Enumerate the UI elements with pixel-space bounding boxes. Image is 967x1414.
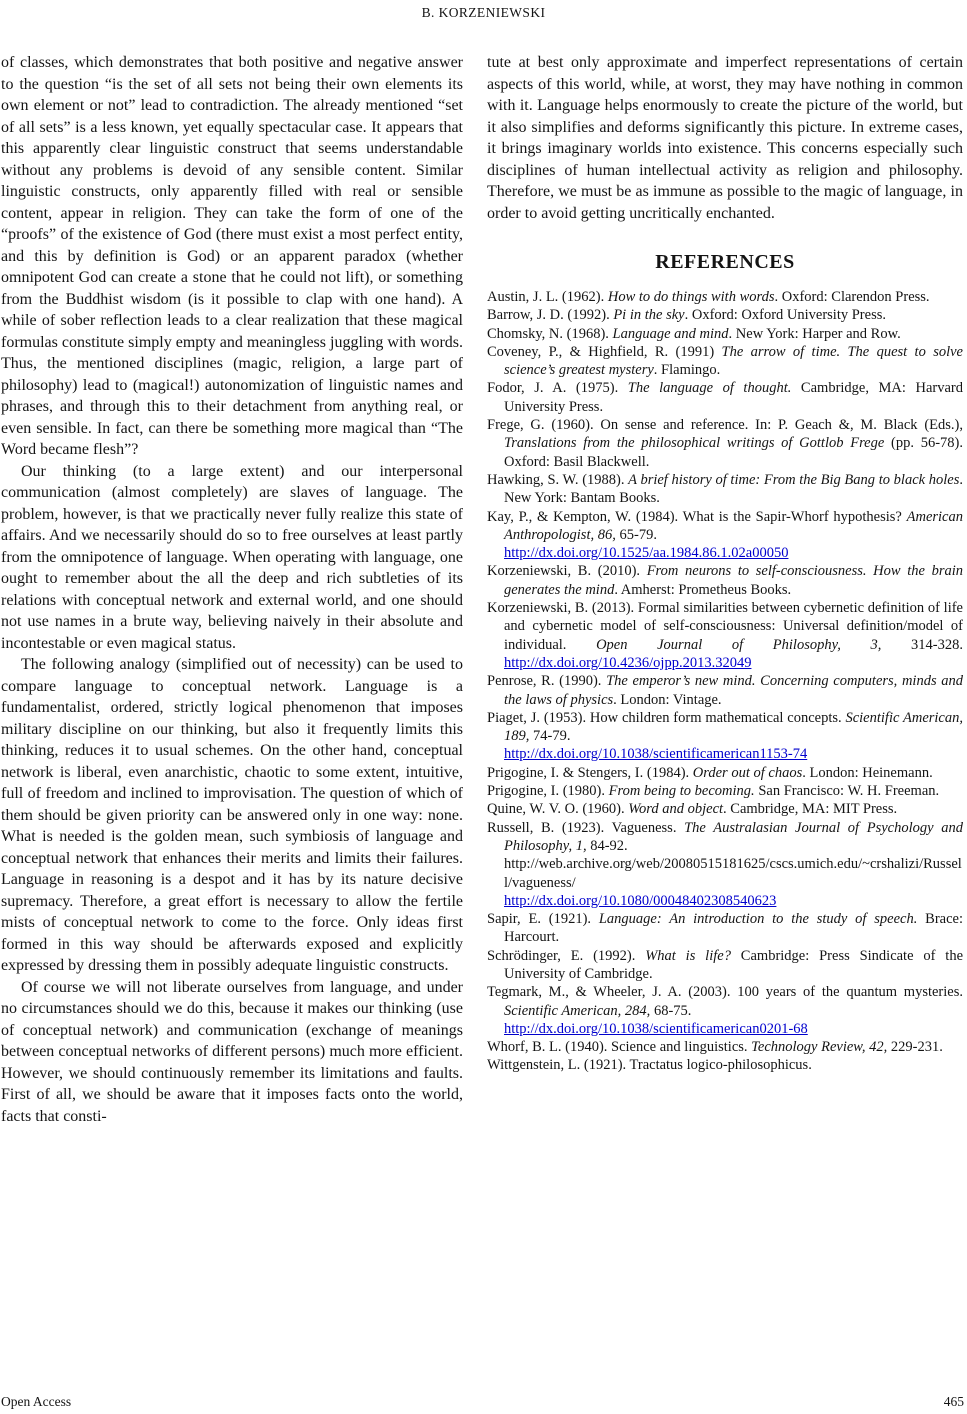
reference-entry (487, 764, 963, 782)
reference-text: Austin, J. L. (1962). (487, 289, 608, 305)
archive-url-text: http://web.archive.org/web/20080515181625/cscs.umich.edu/~crshalizi/Russell/vagueness/ (504, 856, 962, 891)
reference-italic-text: A brief history of time: From the Big Bang to black holes (628, 471, 960, 488)
reference-entry (487, 325, 963, 343)
reference-italic-text: The arrow of time. The quest to solve science’s greatest mystery (504, 343, 963, 379)
body-paragraph: Of course we will not liberate ourselves from language, and under no circumstances should we do this, because it makes our thinking (use of conceptual network) and communication (exchange of meanings between conceptual networks of different persons) much more efficient. However, we should continuously remember its limitations and faults. First of all, we should be aware that it imposes facts onto the world, facts that consti- (1, 978, 463, 1125)
reference-entry (487, 471, 963, 508)
doi-link[interactable]: http://dx.doi.org/10.1080/00048402308540623 (504, 892, 777, 909)
reference-text: Coveney, P., & Highfield, R. (1991) (487, 343, 722, 360)
reference-text: Wittgenstein, L. (1921). Tractatus logico-philosophicus. (487, 1057, 812, 1074)
reference-text: Chomsky, N. (1968). (487, 325, 613, 342)
reference-entry (487, 379, 963, 416)
reference-italic-text: Word and object (628, 801, 724, 818)
reference-text: Whorf, B. L. (1940). Science and linguistics. (487, 1039, 752, 1056)
reference-text: Schrödinger, E. (1992). (487, 947, 646, 964)
reference-italic-text: What is life? (645, 947, 731, 964)
reference-text: Korzeniewski, B. (2010). (487, 563, 647, 580)
body-paragraph: The following analogy (simplified out of necessity) can be used to compare language to conceptual network. Language is a fundamentalist, ordered, strictly logical phenomenon that imposes military discipline on our thinking, but also it frequently limits this thinking, reduces it to usual schemes. On the other hand, conceptual network is liberal, even anarchistic, chaotic to some extent, intuitive, full of freedom and inclined to improvisation. The question of which of them should be given priority can be answered only in one way: none. What is needed is the golden mean, such symbiosis of language and conceptual network that enhances their merits and limits their failures. Language in reasoning is a despot and it has by its nature decisive supremacy. Therefore, a great effort is necessary to allow the fertile mists of conceptual network to come to the force. Only ideas first formed in this way should be afterwards exposed and explicitly expressed by dressing them in possibly adequate linguistic constructs. (1, 656, 463, 974)
reference-entry (487, 947, 963, 984)
left-column (1, 52, 463, 1127)
reference-text: 314-328. (881, 636, 963, 653)
reference-text: Barrow, J. D. (1992). (487, 307, 614, 324)
reference-entry (487, 672, 963, 709)
reference-entry (487, 800, 963, 818)
reference-entry (487, 910, 963, 947)
body-paragraph: tute at best only approximate and imperfect representations of certain aspects of this world, while, at worst, they may have nothing in common with it. Language helps enormously to create the picture of the world, but it also simplifies and deforms significantly this picture. In extreme cases, it brings imaginary worlds into existence. This concerns especially such disciplines of human intellectual activity as religion and philosophy. Therefore, we must be as immune as possible to the magic of language, in order to avoid getting uncritically enchanted. (487, 54, 963, 222)
reference-text: . London: Heinemann. (802, 764, 933, 781)
footer-open-access: Open Access (1, 1394, 72, 1409)
reference-italic-text: Scientific American, 284, (504, 1002, 651, 1019)
page-number: 465 (943, 1394, 964, 1409)
doi-link[interactable]: http://dx.doi.org/10.1038/scientificamerican1153-74 (504, 746, 808, 763)
reference-text: . London: Vintage. (613, 691, 722, 708)
reference-text: Russell, B. (1923). Vagueness. (487, 819, 685, 836)
reference-text: Piaget, J. (1953). How children form mathematical concepts. (487, 709, 846, 726)
reference-entry (487, 983, 963, 1038)
reference-italic-text: From being to becoming. (608, 783, 755, 800)
doi-link[interactable]: http://dx.doi.org/10.4236/ojpp.2013.32049 (504, 654, 752, 671)
reference-text: Cambridge, MA: Harvard University Press. (504, 380, 963, 415)
reference-entry (487, 416, 963, 471)
reference-text: Korzeniewski, B. (2013). Formal similarities between cybernetic definition of life and cybernetic model of self-consciousness: Universal definition/model of individual. (487, 600, 963, 653)
reference-text: Quine, W. V. O. (1960). (487, 801, 629, 818)
reference-entry (487, 306, 963, 324)
doi-link[interactable]: http://dx.doi.org/10.1038/scientificamerican0201-68 (504, 1020, 808, 1037)
reference-entry (487, 562, 963, 599)
reference-italic-text: How to do things with words (607, 289, 775, 305)
reference-italic-text: Pi in the sky (613, 307, 685, 324)
reference-text: . Flamingo. (653, 362, 721, 379)
reference-text: 74-79. (529, 728, 571, 745)
reference-text: . Oxford: Oxford University Press. (684, 307, 886, 324)
reference-text: . Cambridge, MA: MIT Press. (723, 801, 898, 818)
reference-text: Penrose, R. (1990). (487, 673, 607, 690)
reference-entry (487, 288, 963, 306)
reference-text: . Amherst: Prometheus Books. (614, 581, 792, 598)
reference-entry (487, 1056, 963, 1074)
reference-text: Hawking, S. W. (1988). (487, 471, 629, 488)
reference-italic-text: Open Journal of Philosophy, 3, (596, 636, 882, 653)
reference-italic-text: The Australasian Journal of Psychology and Philosophy, 1, (504, 819, 963, 854)
body-paragraph: Our thinking (to a large extent) and our interpersonal communication (almost completely) are slaves of language. The problem, however, is that we practically never fully realize this state of affairs. And we necessarily should do so to free ourselves at least partly from the omnipotence of language. When operating with language, one ought to remember about the all the deep and rich subtleties of its relations with conceptual network and external world, and one should not use names in a brute way, believing naively in their absolute and incontestable or even magical status. (1, 462, 463, 652)
reference-text: Sapir, E. (1921). (487, 911, 599, 928)
reference-italic-text: The emperor’s new mind. Concerning computers, minds and the laws of physics (504, 673, 963, 708)
doi-link[interactable]: http://dx.doi.org/10.1525/aa.1984.86.1.02a00050 (504, 545, 789, 562)
running-head: B. KORZENIEWSKI (421, 5, 546, 20)
reference-italic-text: Translations from the philosophical writings of Gottlob Frege (504, 435, 885, 452)
reference-italic-text: Language and mind (612, 325, 729, 342)
reference-italic-text: American Anthropologist, 86, (504, 508, 963, 543)
references-list (487, 288, 963, 1075)
reference-text: 229-231. (887, 1039, 943, 1056)
reference-italic-text: From neurons to self-consciousness. How the brain generates the mind (504, 563, 964, 598)
reference-text: Tegmark, M., & Wheeler, J. A. (2003). 100 years of the quantum mysteries. (487, 984, 963, 1001)
reference-text: Frege, G. (1960). On sense and reference. In: P. Geach &, M. Black (Eds.), (487, 417, 963, 434)
reference-text: Brace: Harcourt. (504, 911, 963, 946)
reference-entry (487, 709, 963, 764)
reference-text: . Oxford: Clarendon Press. (774, 289, 930, 305)
reference-italic-text: Scientific American, 189, (504, 709, 963, 745)
reference-italic-text: The language of thought. (627, 380, 792, 397)
reference-italic-text: Language: An introduction to the study of speech. (598, 911, 918, 928)
reference-text: 68-75. (650, 1002, 692, 1019)
right-column (487, 52, 963, 1075)
reference-entry (487, 343, 963, 380)
right-column-text (487, 52, 963, 224)
reference-entry (487, 782, 963, 800)
reference-text: 65-79. (615, 526, 657, 543)
reference-entry (487, 508, 963, 563)
reference-entry (487, 819, 963, 910)
reference-text: (pp. 56-78). Oxford: Basil Blackwell. (504, 435, 963, 470)
reference-text: 84-92. (586, 837, 628, 854)
reference-text: Fodor, J. A. (1975). (487, 380, 628, 397)
reference-text: San Francisco: W. H. Freeman. (754, 783, 940, 800)
reference-entry (487, 599, 963, 672)
reference-text: Prigogine, I. (1980). (487, 783, 609, 800)
reference-text: Kay, P., & Kempton, W. (1984). What is the Sapir-Whorf hypothesis? (487, 508, 907, 525)
reference-text: Cambridge: Press Sindicate of the University of Cambridge. (504, 947, 964, 982)
reference-italic-text: Order out of chaos (692, 764, 803, 781)
reference-entry (487, 1038, 963, 1056)
body-paragraph: of classes, which demonstrates that both positive and negative answer to the question “is the set of all sets not being their own elements its own element or not” lead to contradiction. The already mentioned “set of all sets” is a less known, yet equally spectacular case. It appears that this apparently clear linguistic construct that seems understandable without any problems is devoid of any sensible content. Similar linguistic constructs, only apparently filled with real or sensible content, appear in religion. They can take the form of one of the “proofs” of the existence of God (there must exist a most perfect entity, and this by definition is God) or an apparent paradox (whether omnipotent God can create a stone that he could not lift), or something from the Buddhist wisdom (is it possible to clap with one hand). A while of sober reflection leads to a clear realization that these magical formulas constitute simply empty and meaningless juggling with words. Thus, the mentioned disciplines (magic, religion, a large part of philosophy) lead to (magical!) autonomization of linguistic names and phrases, and through this to their detachment from anything real, or even sensible. In fact, can there be something more magical than “The Word became flesh”? (1, 54, 463, 458)
reference-text: . New York: Harper and Row. (728, 325, 901, 342)
reference-text: Prigogine, I. & Stengers, I. (1984). (487, 764, 693, 781)
reference-text: . New York: Bantam Books. (504, 471, 963, 507)
reference-italic-text: Technology Review, 42, (751, 1039, 888, 1056)
references-heading: REFERENCES (655, 251, 795, 273)
